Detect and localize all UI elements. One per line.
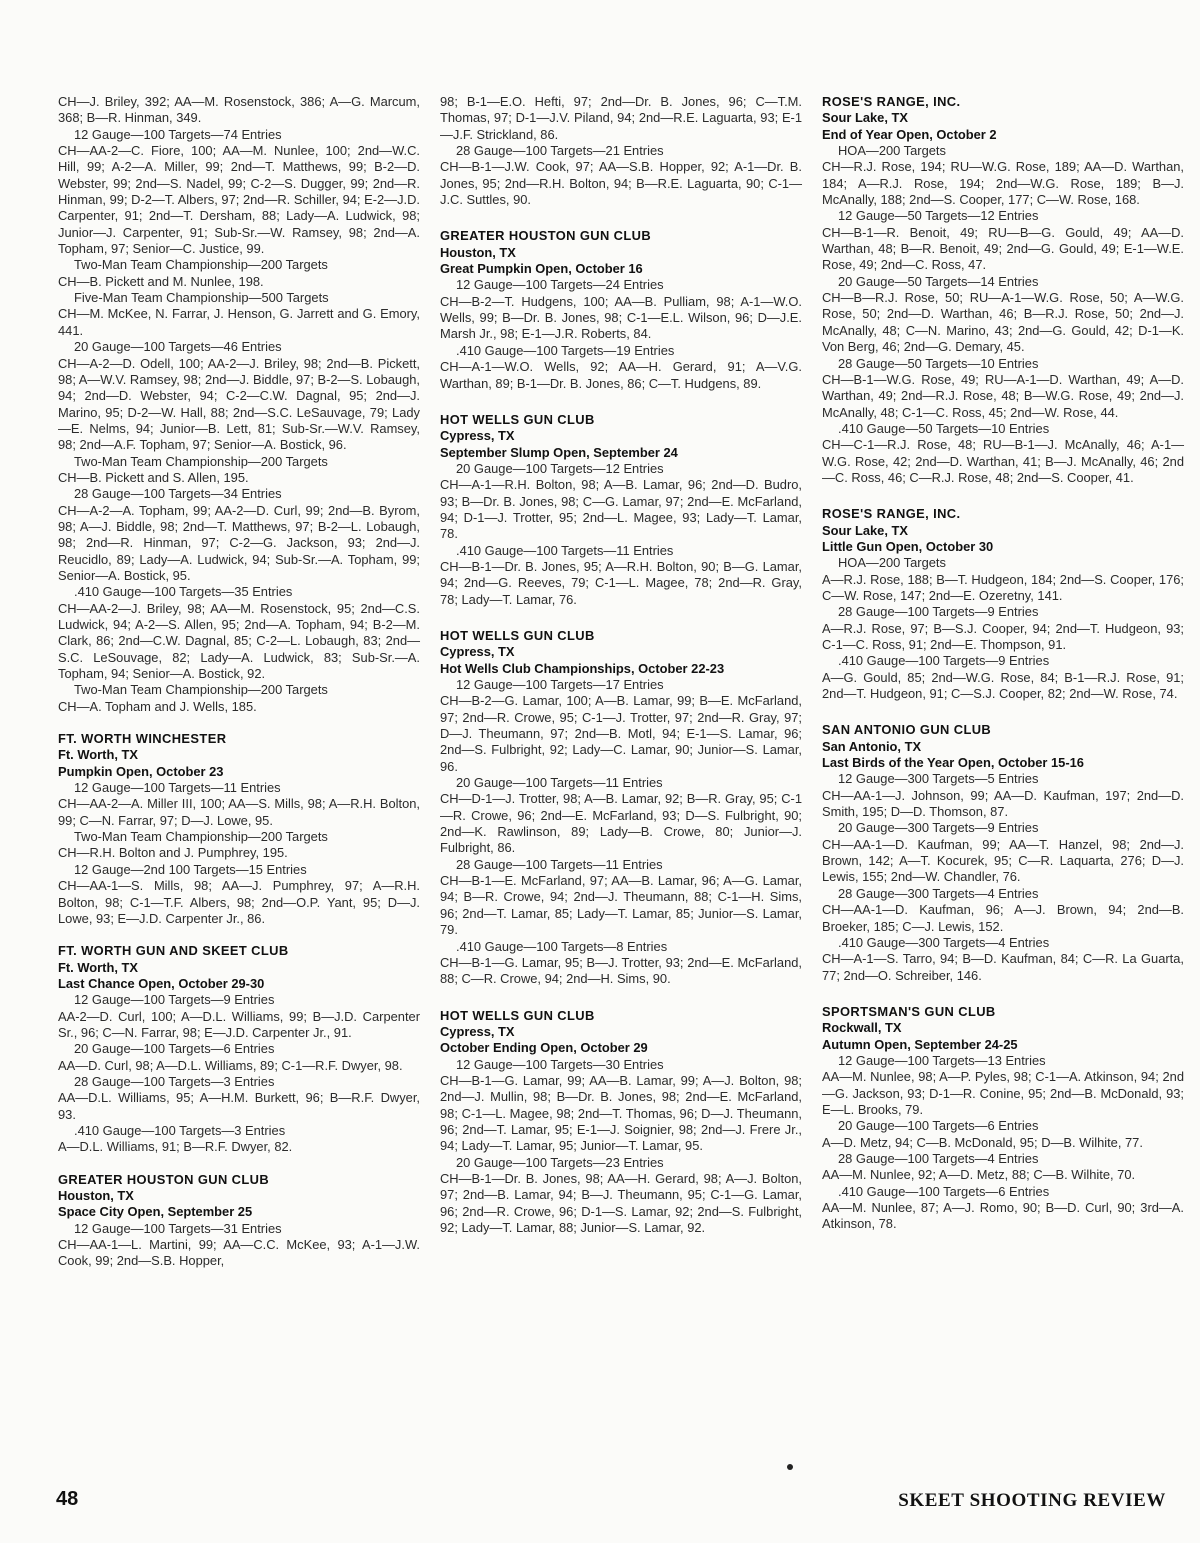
results-text: CH—AA-1—S. Mills, 98; AA—J. Pumphrey, 97; A—R.H. Bolton, 98; C-1—T.F. Albers, 98; 2nd—O.P. Yant, 95; D—J. Lowe, 93; E—J.D. Carpenter Jr., 86. [58, 878, 420, 926]
event-category: 28 Gauge—300 Targets—4 Entries [838, 885, 1039, 901]
event-subheading: Ft. Worth, TX [58, 959, 138, 975]
results-text: CH—AA-1—J. Johnson, 99; AA—D. Kaufman, 197; 2nd—D. Smith, 195; D—D. Thomson, 87. [822, 787, 1184, 820]
event-category: Two-Man Team Championship—200 Targets [74, 257, 328, 273]
event-subheading: Cypress, TX [440, 1023, 515, 1039]
event-category: 20 Gauge—50 Targets—14 Entries [838, 273, 1039, 289]
section-spacer [440, 392, 802, 412]
club-heading: GREATER HOUSTON GUN CLUB [58, 1171, 270, 1187]
results-text: CH—A-1—W.O. Wells, 92; AA—H. Gerard, 91; A—V.G. Warthan, 89; B-1—Dr. B. Jones, 86; C—T. Hudgens, 89. [440, 359, 802, 391]
event-subheading: Rockwall, TX [822, 1020, 902, 1036]
results-text: CH—J. Briley, 392; AA—M. Rosenstock, 386; A—G. Marcum, 368; B—R. Hinman, 349. [58, 94, 420, 126]
event-category: HOA—200 Targets [838, 143, 946, 159]
results-text: CH—B—R.J. Rose, 50; RU—A-1—W.G. Rose, 50; A—W.G. Rose, 50; 2nd—D. Warthan, 46; B—R.J. Rose, 50; 2nd—J. McAnally, 48; C—N. Marino, 43; 2nd—G. Gould, 42; D-1—K. Von Berg, 46; 2nd—G. Demary, 45. [822, 290, 1184, 355]
section-spacer [440, 988, 802, 1008]
club-heading: FT. WORTH WINCHESTER [58, 731, 227, 747]
event-category: 12 Gauge—100 Targets—31 Entries [74, 1220, 282, 1236]
results-text: CH—AA-2—J. Briley, 98; AA—M. Rosenstock, 95; 2nd—C.S. Ludwick, 94; A-2—S. Allen, 95; 2nd—A. Topham, 94; B-2—M. Clark, 86; 2nd—C.W. Dagnal, 85; C-2—L. Lobaugh, 83; 2nd—S.C. LeSouvage, 82; Lady—A. Ludwick, 83; Sub-Sr.—A. Topham, 94; Senior—A. Bostick, 92. [58, 600, 420, 682]
section-spacer [822, 984, 1184, 1004]
section-spacer [58, 1156, 420, 1172]
club-heading: GREATER HOUSTON GUN CLUB [440, 228, 652, 244]
event-category: Two-Man Team Championship—200 Targets [74, 453, 328, 469]
event-category: Two-Man Team Championship—200 Targets [74, 829, 328, 845]
event-subheading: September Slump Open, September 24 [440, 444, 678, 460]
event-category: .410 Gauge—100 Targets—3 Entries [74, 1122, 286, 1138]
event-subheading: Last Chance Open, October 29-30 [58, 975, 265, 991]
event-subheading: October Ending Open, October 29 [440, 1040, 648, 1056]
event-category: 12 Gauge—100 Targets—11 Entries [74, 780, 281, 796]
results-text: A—R.J. Rose, 188; B—T. Hudgeon, 184; 2nd—S. Cooper, 176; C—W. Rose, 147; 2nd—E. Ozeretny, 141. [822, 571, 1184, 603]
results-text: CH—B-1—Dr. B. Jones, 98; AA—H. Gerard, 98; A—J. Bolton, 97; 2nd—B. Lamar, 94; B—J. Theumann, 95; C-1—G. Lamar, 96; 2nd—R. Crowe, 96; D-1—S. Lamar, 92; 2nd—S. Fulbright, 92; Lady—T. Lamar, 88; Junior—S. Lamar, 92. [440, 1170, 802, 1235]
publication-title: SKEET SHOOTING REVIEW [898, 1490, 1166, 1511]
results-text: CH—A-2—D. Odell, 100; AA-2—J. Briley, 98; 2nd—B. Pickett, 98; A—W.V. Ramsey, 98; 2nd—J. Biddle, 97; B-2—S. Lobaugh, 94; 2nd—D. Webster, 94; C-2—C.W. Dagnal, 95; 2nd—J. Marino, 95; D-2—W. Hall, 88; 2nd—S.C. LeSauvage, 79; Lady—E. Nelms, 94; Junior—B. Lett, 81; Sub-Sr.—W.V. Ramsey, 98; 2nd—A.F. Topham, 97; Senior—A. Bostick, 96. [58, 355, 420, 453]
event-category: 12 Gauge—100 Targets—13 Entries [838, 1052, 1046, 1068]
event-category: 20 Gauge—100 Targets—6 Entries [74, 1041, 275, 1057]
event-category: .410 Gauge—300 Targets—4 Entries [838, 934, 1050, 950]
results-text: CH—B-2—G. Lamar, 100; A—B. Lamar, 99; B—E. McFarland, 97; 2nd—R. Crowe, 95; C-1—J. Trotter, 97; 2nd—R. Gray, 97; D—J. Theumann, 97; 2nd—B. Motl, 94; E-1—S. Lamar, 96; 2nd—S. Fulbright, 92; Lady—C. Lamar, 90; Junior—S. Lamar, 96. [440, 693, 802, 774]
results-text: AA-2—D. Curl, 100; A—D.L. Williams, 99; B—J.D. Carpenter Sr., 96; C—N. Farrar, 98; E—J.D. Carpenter Jr., 91. [58, 1008, 420, 1040]
results-text: AA—M. Nunlee, 98; A—P. Pyles, 98; C-1—A. Atkinson, 94; 2nd—G. Jackson, 93; D-1—R. Conine, 95; 2nd—B. McDonald, 93; E—L. Brooks, 79. [822, 1069, 1184, 1117]
club-heading: HOT WELLS GUN CLUB [440, 627, 595, 643]
event-category: Two-Man Team Championship—200 Targets [74, 682, 328, 698]
results-text: CH—A-1—S. Tarro, 94; B—D. Kaufman, 84; C—R. La Guarta, 77; 2nd—O. Schreiber, 146. [822, 951, 1184, 983]
event-category: .410 Gauge—100 Targets—19 Entries [456, 342, 675, 358]
event-category: HOA—200 Targets [838, 555, 946, 571]
results-text: CH—C-1—R.J. Rose, 48; RU—B-1—J. McAnally, 46; A-1—W.G. Rose, 42; 2nd—D. Warthan, 41; B—J. McAnally, 46; 2nd—C. Ross, 46; C—R.J. Rose, 48; 2nd—S. Cooper, 41. [822, 437, 1184, 485]
results-text: CH—B-1—J.W. Cook, 97; AA—S.B. Hopper, 92; A-1—Dr. B. Jones, 95; 2nd—R.H. Bolton, 94; B—R.E. Laguarta, 90; C-1—J.C. Suttles, 90. [440, 159, 802, 208]
event-category: 12 Gauge—100 Targets—17 Entries [456, 677, 664, 692]
event-category: 28 Gauge—50 Targets—10 Entries [838, 355, 1039, 371]
event-category: 28 Gauge—100 Targets—9 Entries [838, 604, 1039, 620]
event-category: .410 Gauge—100 Targets—35 Entries [74, 584, 293, 600]
results-text: CH—B-2—T. Hudgens, 100; AA—B. Pulliam, 98; A-1—W.O. Wells, 99; B—Dr. B. Jones, 98; C-1—E.L. Wilson, 96; D—J.E. Marsh Jr., 98; E-1—J.R. Roberts, 84. [440, 293, 802, 342]
club-heading: ROSE'S RANGE, INC. [822, 94, 961, 109]
event-subheading: Little Gun Open, October 30 [822, 538, 994, 554]
event-category: 20 Gauge—100 Targets—46 Entries [74, 339, 282, 355]
results-text: AA—M. Nunlee, 92; A—D. Metz, 88; C—B. Wilhite, 70. [822, 1167, 1136, 1183]
event-subheading: Pumpkin Open, October 23 [58, 763, 224, 779]
event-subheading: Cypress, TX [440, 428, 515, 444]
event-subheading: Houston, TX [440, 244, 516, 260]
results-text: A—R.J. Rose, 97; B—S.J. Cooper, 94; 2nd—T. Hudgeon, 93; C-1—C. Ross, 91; 2nd—E. Thompson, 91. [822, 620, 1184, 652]
results-text: CH—B. Pickett and M. Nunlee, 198. [58, 273, 264, 289]
results-text: CH—B-1—R. Benoit, 49; RU—B—G. Gould, 49; AA—D. Warthan, 48; B—R. Benoit, 49; 2nd—G. Gould, 49; E-1—W.E. Rose, 49; 2nd—C. Ross, 47. [822, 224, 1184, 273]
event-category: .410 Gauge—100 Targets—6 Entries [838, 1183, 1050, 1199]
results-text: 98; B-1—E.O. Hefti, 97; 2nd—Dr. B. Jones, 96; C—T.M. Thomas, 97; D-1—J.V. Piland, 94; 2nd—R.E. Laguarta, 93; E-1—J.F. Strickland, 86. [440, 94, 802, 142]
club-heading: SAN ANTONIO GUN CLUB [822, 722, 992, 738]
event-category: .410 Gauge—100 Targets—11 Entries [456, 542, 674, 558]
end-of-article-bullet [787, 1464, 793, 1470]
page-number: 48 [56, 1488, 79, 1510]
event-subheading: San Antonio, TX [822, 738, 922, 754]
results-text: CH—M. McKee, N. Farrar, J. Henson, G. Jarrett and G. Emory, 441. [58, 306, 420, 338]
results-text: A—G. Gould, 85; 2nd—W.G. Rose, 84; B-1—R.J. Rose, 91; 2nd—T. Hudgeon, 91; C—S.J. Cooper, 82; 2nd—W. Rose, 74. [822, 669, 1184, 702]
event-subheading: Hot Wells Club Championships, October 22-23 [440, 660, 725, 676]
results-text: CH—A-2—A. Topham, 99; AA-2—D. Curl, 99; 2nd—B. Byrom, 98; A—J. Biddle, 98; 2nd—T. Matthews, 97; B-2—L. Lobaugh, 98; 2nd—R. Hinman, 97; C-2—G. Jackson, 93; 2nd—J. Reucidlo, 89; Lady—A. Ludwick, 94; Sub-Sr.—A. Topham, 99; Senior—A. Bostick, 95. [58, 502, 420, 583]
club-heading: HOT WELLS GUN CLUB [440, 411, 595, 427]
event-category: 12 Gauge—50 Targets—12 Entries [838, 208, 1039, 224]
section-spacer [440, 208, 802, 228]
event-subheading: Sour Lake, TX [822, 522, 908, 538]
event-subheading: Houston, TX [58, 1188, 134, 1203]
event-category: 12 Gauge—100 Targets—24 Entries [456, 277, 664, 293]
event-category: 28 Gauge—100 Targets—34 Entries [74, 486, 282, 502]
event-subheading: End of Year Open, October 2 [822, 126, 997, 142]
section-spacer [822, 702, 1184, 722]
event-category: 28 Gauge—100 Targets—4 Entries [838, 1150, 1039, 1166]
club-heading: FT. WORTH GUN AND SKEET CLUB [58, 943, 289, 959]
event-category: 28 Gauge—100 Targets—3 Entries [74, 1073, 275, 1089]
results-text: CH—AA-1—L. Martini, 99; AA—C.C. McKee, 93; A-1—J.W. Cook, 99; 2nd—S.B. Hopper, [58, 1237, 420, 1269]
event-subheading: Cypress, TX [440, 644, 515, 660]
event-subheading: Great Pumpkin Open, October 16 [440, 261, 643, 277]
results-text: CH—R.J. Rose, 194; RU—W.G. Rose, 189; AA—D. Warthan, 184; A—R.J. Rose, 194; 2nd—W.G. Rose, 189; B—J. McAnally, 188; 2nd—S. Cooper, 177; C—W. Rose, 168. [822, 159, 1184, 208]
event-subheading: Space City Open, September 25 [58, 1204, 253, 1220]
results-text: CH—A. Topham and J. Wells, 185. [58, 698, 257, 714]
results-text: CH—AA-2—C. Fiore, 100; AA—M. Nunlee, 100; 2nd—W.C. Hill, 99; A-2—A. Miller, 99; 2nd—T. Matthews, 99; B-2—D. Webster, 99; 2nd—S. Nadel, 99; C-2—S. Dugger, 99; 2nd—R. Hinman, 99; D-2—T. Albers, 97; 2nd—R. Schiller, 94; E-2—J.D. Carpenter, 91; 2nd—T. Dersham, 88; Lady—A. Ludwick, 98; Junior—J. Carpenter, 91; Sub-Sr.—W. Ramsey, 98; 2nd—A. Topham, 97; Senior—C. Justice, 99. [58, 143, 420, 257]
event-subheading: Sour Lake, TX [822, 110, 908, 126]
results-text: AA—D.L. Williams, 95; A—H.M. Burkett, 96; B—R.F. Dwyer, 93. [58, 1090, 420, 1122]
club-heading: HOT WELLS GUN CLUB [440, 1007, 595, 1023]
results-text: CH—B-1—G. Lamar, 99; AA—B. Lamar, 99; A—J. Bolton, 98; 2nd—J. Mullin, 98; B—Dr. B. Jones, 98; 2nd—E. McFarland, 98; C-1—L. Magee, 98; 2nd—T. Thomas, 96; D—J. Theumann, 96; 2nd—T. Lamar, 95; E-1—J. Soignier, 98; 2nd—J. Frere Jr., 94; Lady—T. Lamar, 95; Junior—T. Lamar, 95. [440, 1072, 802, 1154]
results-text: CH—B-1—E. McFarland, 97; AA—B. Lamar, 96; A—G. Lamar, 94; B—R. Crowe, 94; 2nd—J. Theumann, 88; C-1—H. Sims, 96; 2nd—T. Lamar, 85; Lady—T. Lamar, 85; Junior—S. Lamar, 79. [440, 873, 802, 938]
event-category: .410 Gauge—100 Targets—8 Entries [456, 938, 668, 954]
event-category: 12 Gauge—100 Targets—30 Entries [456, 1056, 664, 1072]
results-text: CH—B. Pickett and S. Allen, 195. [58, 469, 249, 485]
event-category: 28 Gauge—100 Targets—21 Entries [456, 143, 664, 159]
results-text: CH—B-1—W.G. Rose, 49; RU—A-1—D. Warthan, 49; A—D. Warthan, 49; 2nd—R.J. Rose, 48; B—W.G. Rose, 49; 2nd—J. McAnally, 48; C-1—C. Ross, 45; 2nd—W. Rose, 44. [822, 371, 1184, 420]
results-text: AA—M. Nunlee, 87; A—J. Romo, 90; B—D. Curl, 90; 3rd—A. Atkinson, 78. [822, 1200, 1184, 1232]
results-text: CH—AA-2—A. Miller III, 100; AA—S. Mills, 98; A—R.H. Bolton, 99; C—N. Farrar, 97; D—J. Lowe, 95. [58, 796, 420, 828]
results-text: CH—D-1—J. Trotter, 98; A—B. Lamar, 92; B—R. Gray, 95; C-1—R. Crowe, 96; 2nd—E. McFarland, 93; D—S. Fulbright, 90; 2nd—K. Rawlinson, 89; Lady—B. Crowe, 80; Junior—J. Fulbright, 86. [440, 791, 802, 856]
section-spacer [440, 608, 802, 628]
event-subheading: Last Birds of the Year Open, October 15-16 [822, 755, 1084, 771]
club-heading: ROSE'S RANGE, INC. [822, 506, 961, 522]
results-text: CH—R.H. Bolton and J. Pumphrey, 195. [58, 845, 288, 861]
event-category: 28 Gauge—100 Targets—11 Entries [456, 856, 663, 872]
results-text: CH—A-1—R.H. Bolton, 98; A—B. Lamar, 96; 2nd—D. Budro, 93; B—Dr. B. Jones, 98; C—G. Lamar, 97; 2nd—E. McFarland, 94; D-1—J. Trotter, 95; 2nd—L. Magee, 93; Lady—T. Lamar, 78. [440, 477, 802, 542]
results-text: CH—AA-1—D. Kaufman, 96; A—J. Brown, 94; 2nd—B. Broeker, 185; C—J. Lewis, 152. [822, 902, 1184, 934]
section-spacer [58, 927, 420, 943]
event-category: 12 Gauge—2nd 100 Targets—15 Entries [74, 861, 307, 877]
event-category: 12 Gauge—300 Targets—5 Entries [838, 771, 1039, 787]
column-right [822, 94, 1184, 1233]
event-category: Five-Man Team Championship—500 Targets [74, 290, 329, 306]
event-category: .410 Gauge—50 Targets—10 Entries [838, 420, 1050, 436]
event-category: 20 Gauge—100 Targets—12 Entries [456, 460, 664, 476]
club-heading: SPORTSMAN'S GUN CLUB [822, 1003, 996, 1019]
results-text: CH—B-1—Dr. B. Jones, 95; A—R.H. Bolton, 90; B—G. Lamar, 94; 2nd—G. Reeves, 79; C-1—L. Magee, 78; 2nd—R. Gray, 78; Lady—T. Lamar, 76. [440, 558, 802, 607]
event-category: .410 Gauge—100 Targets—9 Entries [838, 653, 1050, 669]
event-category: 20 Gauge—300 Targets—9 Entries [838, 820, 1039, 836]
event-category: 12 Gauge—100 Targets—9 Entries [74, 992, 275, 1008]
results-text: AA—D. Curl, 98; A—D.L. Williams, 89; C-1—R.F. Dwyer, 98. [58, 1057, 403, 1073]
event-category: 20 Gauge—100 Targets—6 Entries [838, 1118, 1039, 1134]
section-spacer [822, 486, 1184, 506]
event-subheading: Autumn Open, September 24-25 [822, 1036, 1018, 1052]
results-text: CH—B-1—G. Lamar, 95; B—J. Trotter, 93; 2nd—E. McFarland, 88; C—R. Crowe, 94; 2nd—H. Sims, 90. [440, 954, 802, 987]
event-category: 20 Gauge—100 Targets—11 Entries [456, 775, 663, 791]
section-spacer [58, 715, 420, 731]
results-text: CH—AA-1—D. Kaufman, 99; AA—T. Hanzel, 98; 2nd—J. Brown, 142; A—T. Kocurek, 95; C—R. Laquarta, 276; D—J. Lewis, 155; 2nd—W. Chandler, 76. [822, 836, 1184, 885]
results-text: A—D. Metz, 94; C—B. McDonald, 95; D—B. Wilhite, 77. [822, 1134, 1143, 1150]
column-middle [440, 94, 802, 1236]
column-left [58, 94, 420, 1270]
event-category: 12 Gauge—100 Targets—74 Entries [74, 126, 282, 142]
event-subheading: Ft. Worth, TX [58, 747, 138, 763]
results-text: A—D.L. Williams, 91; B—R.F. Dwyer, 82. [58, 1139, 293, 1155]
event-category: 20 Gauge—100 Targets—23 Entries [456, 1154, 664, 1170]
